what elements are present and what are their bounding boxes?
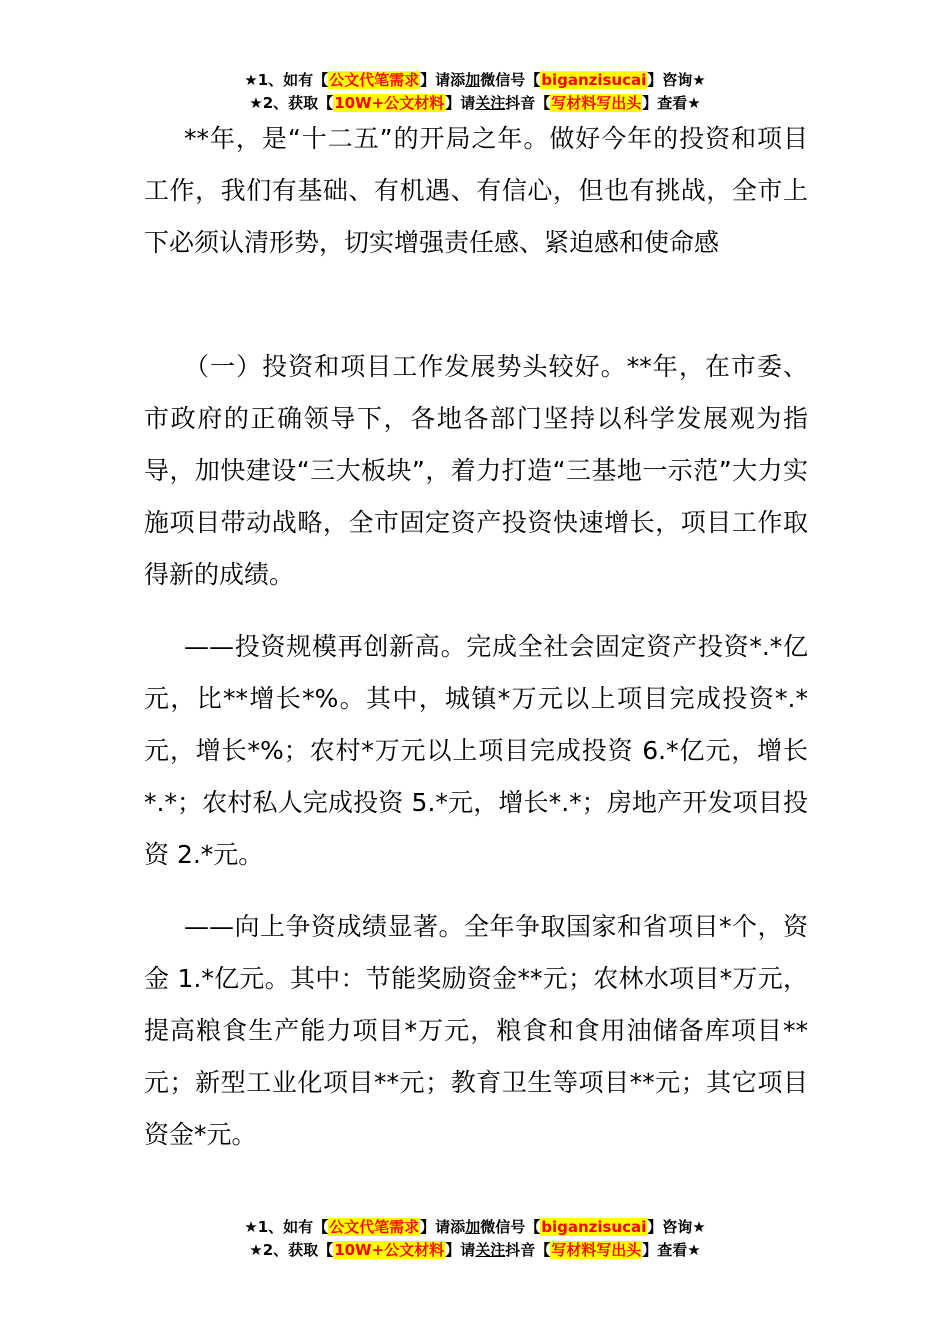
footer-line-1-text: 】请添 bbox=[420, 1218, 466, 1236]
header-line-1-text-2: 微信号【 bbox=[480, 71, 541, 89]
header-line-2-suffix: 】查看★ bbox=[642, 94, 701, 112]
header-line-2-text-2: 抖音【 bbox=[505, 94, 551, 112]
header-highlight-wechat-id: biganzisucai bbox=[541, 71, 647, 89]
header-banner bbox=[0, 69, 950, 115]
header-line-1-prefix: ★1、如有【 bbox=[244, 71, 329, 89]
header-line-2-text: 】请 bbox=[445, 94, 476, 112]
footer-line-2-suffix: 】查看★ bbox=[642, 1241, 701, 1259]
document-body bbox=[144, 113, 808, 1161]
footer-line-1-suffix: 】咨询★ bbox=[647, 1218, 706, 1236]
footer-line-1-text-2: 微信号【 bbox=[480, 1218, 541, 1236]
footer-banner bbox=[0, 1216, 950, 1262]
header-line-1 bbox=[0, 69, 950, 92]
paragraph-intro: **年，是“十二五”的开局之年。做好今年的投资和项目工作，我们有基础、有机遇、有信心，但也有挑战，全市上下必须认清形势，切实增强责任感、紧迫感和使命感 bbox=[144, 124, 808, 257]
header-line-2-emphasis: 关注 bbox=[475, 94, 506, 112]
header-line-2 bbox=[0, 92, 950, 115]
header-line-1-text: 】请添 bbox=[420, 71, 466, 89]
header-line-1-emphasis: 加 bbox=[465, 71, 481, 89]
header-line-1-suffix: 】咨询★ bbox=[647, 71, 706, 89]
footer-highlight-douyin-account: 写材料写出头 bbox=[551, 1241, 642, 1259]
footer-highlight-wechat-id: biganzisucai bbox=[541, 1218, 647, 1236]
paragraph-section-1: （一）投资和项目工作发展势头较好。**年，在市委、市政府的正确领导下，各地各部门坚持以科学发展观为指导，加快建设“三大板块”，着力打造“三基地一示范”大力实施项目带动战略，全市固定资产投资快速增长，项目工作取得新的成绩。 bbox=[144, 352, 808, 589]
header-highlight-douyin-account: 写材料写出头 bbox=[551, 94, 642, 112]
footer-line-1 bbox=[0, 1216, 950, 1239]
footer-line-1-prefix: ★1、如有【 bbox=[244, 1218, 329, 1236]
footer-line-2 bbox=[0, 1239, 950, 1262]
footer-line-2-text-2: 抖音【 bbox=[505, 1241, 551, 1259]
footer-line-2-emphasis: 关注 bbox=[475, 1241, 506, 1259]
footer-line-2-prefix: ★2、获取【 bbox=[249, 1241, 334, 1259]
header-line-2-prefix: ★2、获取【 bbox=[249, 94, 334, 112]
footer-highlight-writing-service: 公文代笔需求 bbox=[329, 1218, 420, 1236]
header-highlight-materials: 10W+公文材料 bbox=[334, 94, 445, 112]
footer-line-2-text: 】请 bbox=[445, 1241, 476, 1259]
header-highlight-writing-service: 公文代笔需求 bbox=[329, 71, 420, 89]
footer-line-1-emphasis: 加 bbox=[465, 1218, 481, 1236]
paragraph-funding: ——向上争资成绩显著。全年争取国家和省项目*个，资金 1.*亿元。其中：节能奖励资金**元；农林水项目*万元，提高粮食生产能力项目*万元，粮食和食用油储备库项目**元；新型工业化项目**元；教育卫生等项目**元；其它项目资金*元。 bbox=[144, 912, 808, 1149]
paragraph-investment-scale: ——投资规模再创新高。完成全社会固定资产投资*.*亿元，比**增长*%。其中，城镇*万元以上项目完成投资*.*元，增长*%；农村*万元以上项目完成投资 6.*亿元，增长*.*；农村私人完成投资 5.*元，增长*.*；房地产开发项目投资 2.*元。 bbox=[144, 632, 808, 869]
footer-highlight-materials: 10W+公文材料 bbox=[334, 1241, 445, 1259]
